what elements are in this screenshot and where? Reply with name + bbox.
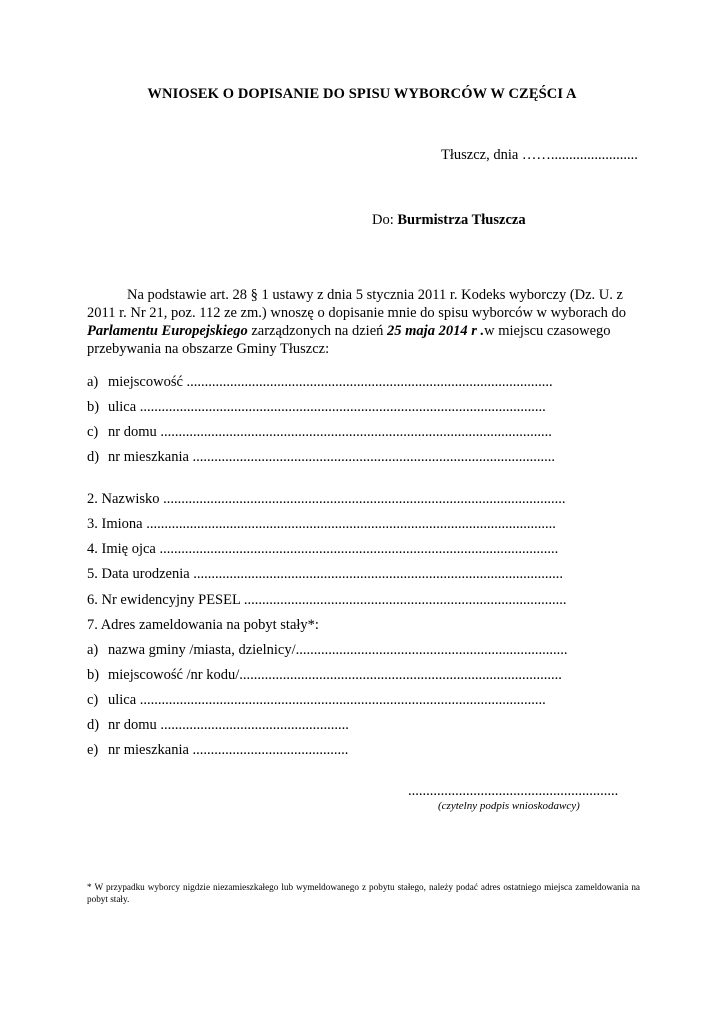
field-letter: c) — [87, 424, 99, 440]
temp-address-field-c[interactable] — [87, 423, 552, 441]
permanent-address-heading: 7. Adres zameldowania na pobyt stały*: — [87, 617, 319, 633]
field-label: nr mieszkania ........................................... — [108, 742, 349, 758]
recipient-name: Burmistrza Tłuszcza — [397, 212, 526, 228]
signature-line[interactable]: .......................................................... — [408, 783, 619, 799]
surname-field[interactable]: 2. Nazwisko ............................................................................................................... — [87, 491, 566, 507]
field-label: ulica ................................................................................................................ — [108, 692, 546, 708]
perm-address-field-c[interactable] — [87, 691, 546, 709]
field-letter: a) — [87, 374, 99, 390]
signature-caption: (czytelny podpis wnioskodawcy) — [438, 800, 580, 812]
first-names-field[interactable]: 3. Imiona ................................................................................................................. — [87, 516, 556, 532]
field-letter: d) — [87, 449, 100, 465]
place-date-line: Tłuszcz, dnia ……........................ — [441, 147, 638, 163]
birth-date-field[interactable]: 5. Data urodzenia ...................................................................................................... — [87, 566, 564, 582]
temp-address-field-a[interactable] — [87, 373, 553, 391]
father-name-field[interactable]: 4. Imię ojca .............................................................................................................. — [87, 541, 559, 557]
field-letter: d) — [87, 717, 100, 733]
field-label: nazwa gminy /miasta, dzielnicy/........................................................................... — [108, 642, 568, 658]
recipient-line — [372, 212, 526, 229]
temp-address-field-b[interactable] — [87, 398, 546, 416]
field-label: nr mieszkania .................................................................................................... — [108, 449, 556, 465]
field-letter: b) — [87, 667, 100, 683]
perm-address-field-d[interactable] — [87, 716, 349, 734]
field-label: miejscowość ..................................................................................................... — [108, 374, 553, 390]
perm-address-field-a[interactable] — [87, 641, 568, 659]
paragraph-part3: w miejscu czasowego przebywania na obszarze Gminy Tłuszcz: — [87, 323, 611, 357]
perm-address-field-b[interactable] — [87, 666, 562, 684]
recipient-prefix: Do: — [372, 212, 398, 228]
temp-address-field-d[interactable] — [87, 448, 555, 466]
footnote: * W przypadku wyborcy nigdzie niezamieszkałego lub wymeldowanego z pobytu stałego, należy podać adres ostatniego miejsca zameldowania na pobyt stały. — [87, 882, 640, 904]
field-label: miejscowość /nr kodu/......................................................................................... — [108, 667, 562, 683]
paragraph-part2: zarządzonych na dzień — [247, 323, 388, 339]
request-paragraph — [87, 286, 635, 358]
document-title: WNIOSEK O DOPISANIE DO SPISU WYBORCÓW W CZĘŚCI A — [147, 86, 577, 102]
field-letter: c) — [87, 692, 99, 708]
field-letter: a) — [87, 642, 99, 658]
field-label: nr domu .................................................... — [108, 717, 349, 733]
perm-address-field-e[interactable] — [87, 741, 348, 759]
field-letter: e) — [87, 742, 99, 758]
election-name: Parlamentu Europejskiego — [87, 323, 248, 339]
field-letter: b) — [87, 399, 100, 415]
field-label: ulica ................................................................................................................ — [108, 399, 546, 415]
field-label: nr domu ............................................................................................................ — [108, 424, 552, 440]
election-date: 25 maja 2014 r . — [387, 323, 485, 339]
pesel-field[interactable]: 6. Nr ewidencyjny PESEL ......................................................................................... — [87, 592, 567, 608]
paragraph-part1: Na podstawie art. 28 § 1 ustawy z dnia 5 stycznia 2011 r. Kodeks wyborczy (Dz. U. z 2011 r. Nr 21, poz. 112 ze zm.) wnoszę o dopisanie mnie do spisu wyborców w wyborach do — [87, 287, 626, 321]
